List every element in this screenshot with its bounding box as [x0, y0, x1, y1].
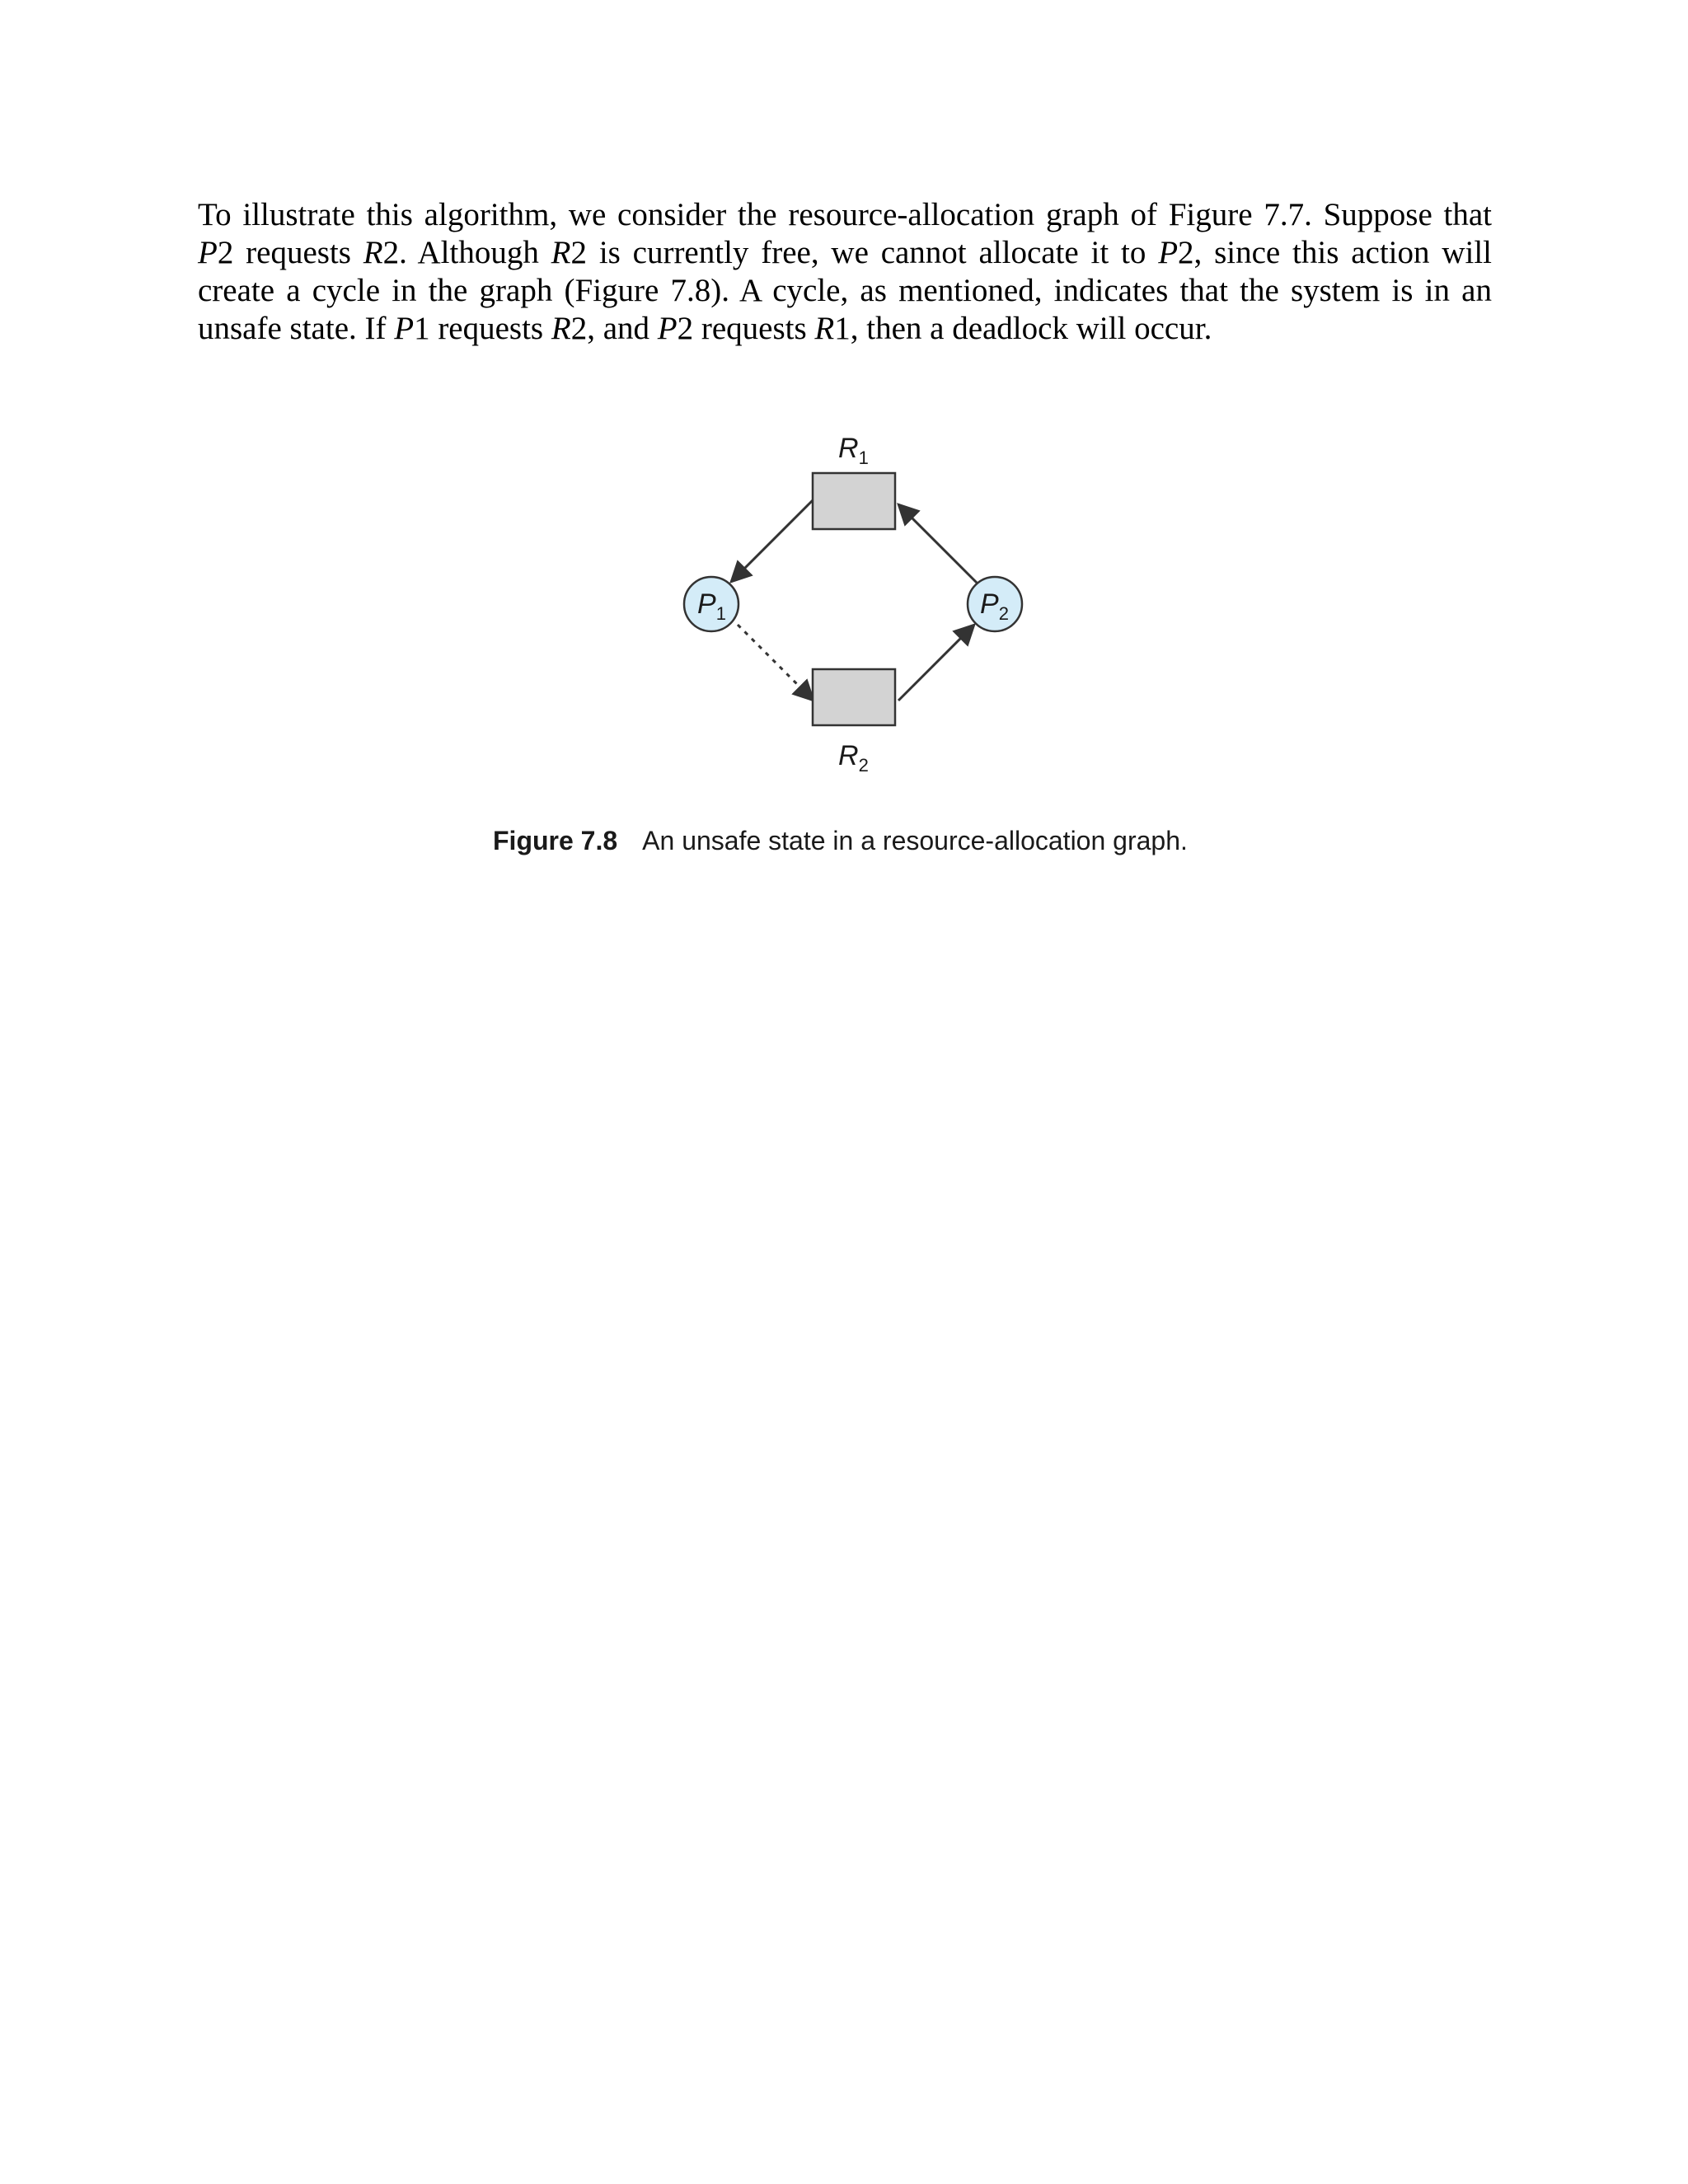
italic-variable: R — [551, 235, 571, 270]
text-segment: 1 requests — [414, 311, 551, 346]
figure-caption — [493, 824, 1188, 857]
figure-7-8 — [0, 0, 1688, 907]
italic-variable: R — [363, 235, 383, 270]
resource-r2-box — [813, 669, 895, 725]
edge-p2-to-r1 — [898, 504, 978, 583]
text-segment: 2 is currently free, we cannot allocate it to — [570, 235, 1159, 270]
italic-variable: P — [394, 311, 415, 346]
italic-variable: P — [1158, 235, 1179, 270]
label-r2: $R_2$ — [838, 740, 869, 776]
caption-label: Figure 7.8 — [493, 826, 618, 855]
label-r1: $R_1$ — [838, 433, 869, 468]
label-p1: $P_1$ — [697, 588, 726, 624]
label-p2: $P_2$ — [980, 588, 1009, 624]
text-segment: 2 requests — [217, 235, 363, 270]
edge-r2-to-p2 — [898, 625, 974, 701]
italic-variable: R — [814, 311, 835, 346]
text-segment: 2, since this action will create a cycle in the graph (Figure 7.8). A cycle, as mentioned, indicates that the system is in an unsafe state. If — [198, 235, 1492, 346]
text-segment: To illustrate this algorithm, we consider the resource-allocation graph of Figure 7.7. Suppose that — [198, 197, 1492, 232]
italic-variable: R — [551, 311, 571, 346]
italic-variable: P — [657, 311, 678, 346]
italic-variable: P — [198, 235, 218, 270]
caption-text: An unsafe state in a resource-allocation graph. — [642, 826, 1188, 855]
resource-r1-box — [813, 473, 895, 529]
text-segment: 2, and — [570, 311, 658, 346]
resource-allocation-graph — [0, 0, 1688, 907]
text-segment: 1, then a deadlock will occur. — [834, 311, 1212, 346]
text-segment: 2. Although — [382, 235, 551, 270]
edge-r1-to-p1 — [731, 497, 816, 582]
text-segment: 2 requests — [677, 311, 815, 346]
edge-p1-to-r2-claim — [738, 625, 814, 701]
